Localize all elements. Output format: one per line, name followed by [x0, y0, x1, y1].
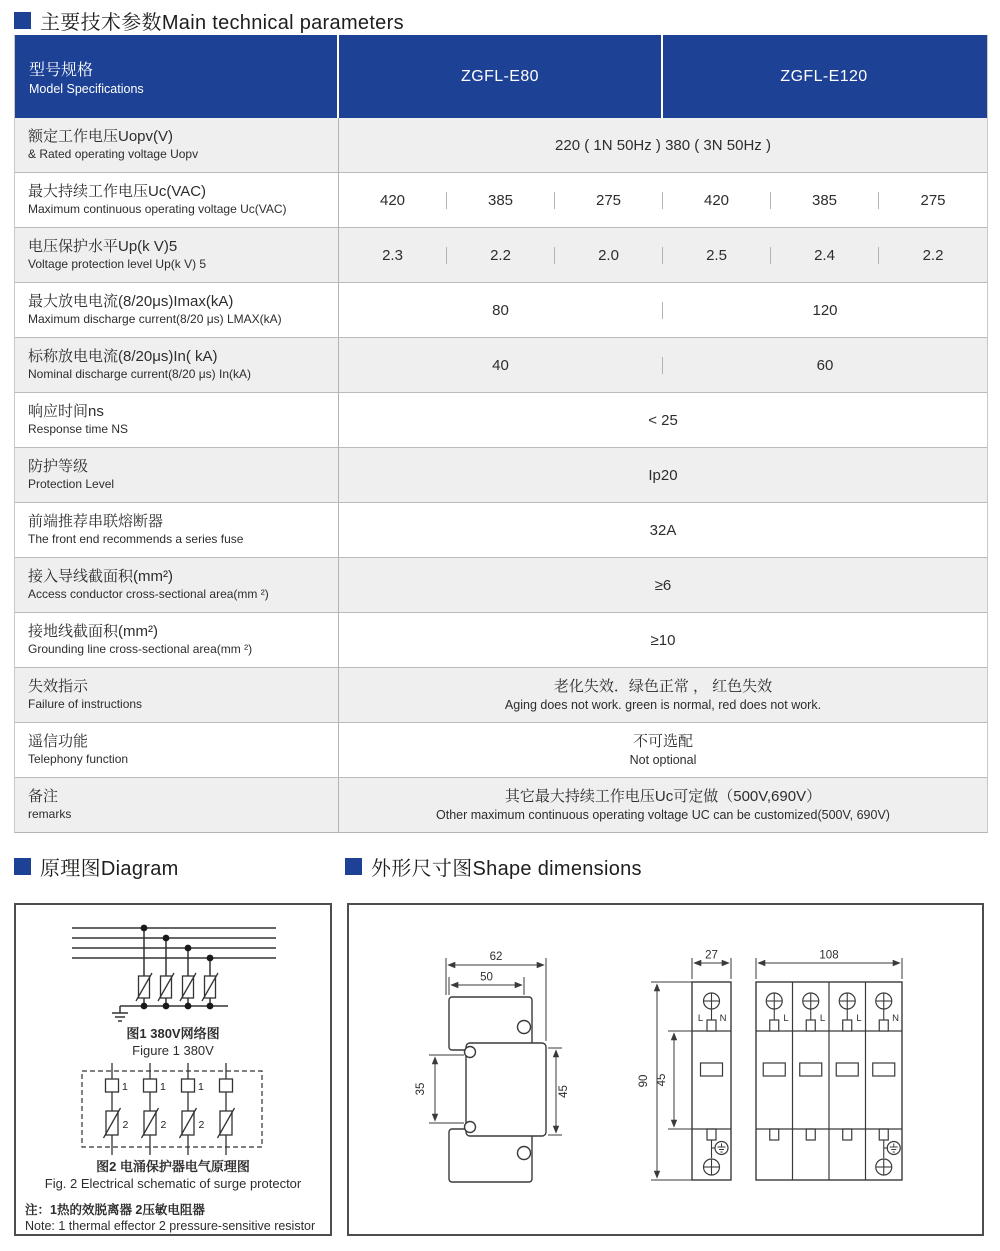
diagram-section-title [14, 852, 179, 881]
table-row-failure-indication [15, 667, 987, 722]
diagram-note [16, 1202, 330, 1235]
terminal-N-label: N [719, 1013, 727, 1024]
table-row-response-time [15, 392, 987, 447]
row-label [15, 558, 339, 612]
shape-title-en: Shape dimensions [472, 858, 642, 880]
terminal-L-label: L [697, 1013, 704, 1024]
table-row-nominal-discharge-current [15, 337, 987, 392]
row-label-en: Response time NS [28, 421, 129, 436]
dim-62-label: 62 [489, 951, 503, 963]
value-cell: 80 [339, 302, 663, 319]
value-cell: 2.0 [555, 247, 663, 264]
row-label [15, 503, 339, 557]
row-label [15, 283, 339, 337]
shape-title-cn: 外形尺寸图 [371, 858, 473, 880]
label-1: 1 [198, 1081, 204, 1094]
value-cell: 420 [663, 192, 771, 209]
row-label [15, 448, 339, 502]
figure1-caption [126, 1026, 219, 1059]
row-label-en: Voltage protection level Up(k V) 5 [28, 256, 207, 271]
value-cell: 2.2 [922, 246, 944, 264]
terminal-L-label: L [819, 1013, 826, 1024]
row-label-cn: 备注 [28, 788, 59, 806]
label-2: 2 [160, 1119, 167, 1132]
value-cell: 2.4 [771, 247, 879, 264]
front-view-dimension-lines [651, 958, 902, 1180]
row-label-en: Access conductor cross-sectional area(mm ²) [28, 586, 269, 601]
front-view-four-module [756, 982, 902, 1180]
figure2-caption-en: Fig. 2 Electrical schematic of surge protector [44, 1175, 302, 1191]
row-label-cn: 接地线截面积(mm²) [28, 623, 158, 641]
diagram-title-text [40, 852, 179, 881]
row-label-cn: 前端推荐串联熔断器 [28, 513, 164, 531]
table-row-access-conductor-area [15, 557, 987, 612]
figure1-380v-network-drawing [24, 914, 322, 1026]
row-label [15, 338, 339, 392]
row-label-cn: 响应时间ns [28, 403, 104, 421]
row-value [339, 668, 987, 722]
header-label-cn: 型号规格 [29, 62, 94, 79]
terminal-L-label: L [856, 1013, 862, 1024]
row-values [339, 338, 987, 392]
row-label-en: & Rated operating voltage Uopv [28, 146, 199, 161]
blue-square-bullet-icon [14, 858, 31, 875]
terminal-L-label: L [783, 1013, 789, 1024]
dim-45-front-label: 45 [656, 1073, 668, 1087]
row-value: ≥6 [654, 576, 672, 594]
value-cell: 2.2 [447, 247, 555, 264]
label-1: 1 [122, 1081, 128, 1094]
row-value-en: Aging does not work. green is normal, red does not work. [504, 697, 822, 712]
row-label-en: Protection Level [28, 476, 115, 491]
header-model-zgfl-e80: ZGFL-E80 [339, 35, 663, 118]
row-values [339, 228, 987, 282]
main-title-en: Main technical parameters [161, 12, 404, 34]
blue-square-bullet-icon [14, 12, 31, 29]
figure1-caption-cn: 图1 380V网络图 [126, 1026, 220, 1041]
diagram-note-en: Note: 1 thermal effector 2 pressure-sensitive resistor [25, 1218, 316, 1233]
value-cell: 385 [771, 192, 879, 209]
row-label-cn: 失效指示 [28, 678, 89, 696]
front-view-single-module [692, 982, 731, 1180]
side-view-body [449, 997, 546, 1182]
diagram-title-en: Diagram [100, 858, 179, 880]
diagram-note-cn: 注：1热的效脱离器 2压敏电阻器 [25, 1202, 205, 1217]
varistor-symbols [136, 973, 218, 1001]
value-cell: 385 [447, 192, 555, 209]
row-label-en: Grounding line cross-sectional area(mm ²) [28, 641, 253, 656]
table-row-max-discharge-current [15, 282, 987, 337]
spec-table-header [15, 35, 987, 118]
row-label-cn: 标称放电电流(8/20μs)In( kA) [28, 348, 218, 366]
header-label-en: Model Specifications [29, 82, 144, 96]
row-value-cn: 其它最大持续工作电压Uc可定做（500V,690V） [504, 788, 822, 806]
figure1-caption-en: Figure 1 380V [132, 1042, 214, 1058]
row-label-en: Nominal discharge current(8/20 μs) In(kA) [28, 366, 251, 381]
row-label [15, 723, 339, 777]
dim-90-label: 90 [638, 1074, 650, 1088]
row-value: ≥10 [650, 631, 676, 649]
figure2-caption-cn: 图2 电涌保护器电气原理图 [96, 1159, 250, 1175]
main-section-title [14, 6, 404, 35]
diagram-box [14, 903, 332, 1236]
row-values [339, 283, 987, 337]
row-label-cn: 接入导线截面积(mm²) [28, 568, 173, 586]
spec-table-body [15, 118, 987, 832]
row-label-cn: 最大持续工作电压Uc(VAC) [28, 183, 207, 201]
row-label [15, 173, 339, 227]
row-label-en: The front end recommends a series fuse [28, 531, 244, 546]
row-value: 220 ( 1N 50Hz ) 380 ( 3N 50Hz ) [555, 136, 771, 154]
row-label-cn: 遥信功能 [28, 733, 89, 751]
row-values [339, 173, 987, 227]
row-value: Ip20 [648, 466, 678, 484]
row-value [339, 723, 987, 777]
figure2-schematic-drawing [24, 1063, 322, 1159]
diagram-title-cn: 原理图 [40, 858, 101, 880]
row-label-cn: 防护等级 [28, 458, 89, 476]
row-label-en: Maximum discharge current(8/20 μs) LMAX(kA) [28, 311, 282, 326]
label-2: 2 [122, 1119, 129, 1132]
row-value [339, 778, 987, 832]
figure2-caption [45, 1159, 302, 1192]
main-title-text [40, 6, 404, 35]
header-model-spec-cell [15, 35, 339, 118]
row-value-en: Not optional [629, 752, 697, 767]
table-row-remarks [15, 777, 987, 832]
row-label-en: Maximum continuous operating voltage Uc(VAC) [28, 201, 287, 216]
row-label-cn: 最大放电电流(8/20μs)Imax(kA) [28, 293, 234, 311]
dim-108-label: 108 [819, 949, 839, 962]
spec-table [14, 35, 988, 833]
ground-symbol-icon [112, 1013, 128, 1021]
row-value-cn: 不可选配 [632, 733, 693, 751]
branch-lines [112, 1063, 226, 1155]
value-cell: 2.5 [663, 247, 771, 264]
value-cell: 40 [339, 357, 663, 374]
value-cell: 275 [920, 191, 946, 209]
row-label-en: Failure of instructions [28, 696, 143, 711]
row-label [15, 118, 339, 172]
label-1: 1 [160, 1081, 166, 1094]
row-value: 32A [649, 521, 677, 539]
label-2: 2 [198, 1119, 205, 1132]
row-label-en: Telephony function [28, 751, 129, 766]
value-cell: 275 [555, 192, 663, 209]
table-row-protection-level [15, 447, 987, 502]
main-title-cn: 主要技术参数 [40, 12, 162, 34]
dim-50-label: 50 [480, 971, 493, 984]
terminal-labels [698, 1013, 899, 1024]
row-label-cn: 电压保护水平Up(k V)5 [28, 238, 178, 256]
row-label [15, 668, 339, 722]
bus-lines [72, 928, 276, 1013]
row-label [15, 228, 339, 282]
header-model-zgfl-e120: ZGFL-E120 [780, 67, 868, 85]
shape-title-text [371, 852, 642, 881]
table-row-max-continuous-voltage [15, 172, 987, 227]
row-value-cn: 老化失效．绿色正常 ， 红色失效 [553, 678, 773, 696]
table-row-rated-voltage [15, 118, 987, 172]
row-value: < 25 [648, 411, 678, 429]
shape-section-title [345, 852, 642, 881]
row-label-cn: 额定工作电压Uopv(V) [28, 128, 174, 146]
dim-27-label: 27 [705, 949, 718, 962]
terminal-N-label: N [892, 1013, 899, 1024]
value-cell: 60 [816, 356, 834, 374]
table-row-grounding-line-area [15, 612, 987, 667]
row-label-en: remarks [28, 806, 72, 821]
blue-square-bullet-icon [345, 858, 362, 875]
row-label [15, 613, 339, 667]
dim-35-label: 35 [415, 1082, 427, 1096]
value-cell: 2.3 [339, 247, 447, 264]
shape-dimensions-box [347, 903, 984, 1236]
shape-dimensions-drawing [349, 905, 982, 1234]
dim-45-side-label: 45 [558, 1085, 570, 1098]
row-label [15, 393, 339, 447]
value-cell: 120 [812, 301, 838, 319]
value-cell: 420 [339, 192, 447, 209]
table-row-telephony-function [15, 722, 987, 777]
row-label [15, 778, 339, 832]
table-row-series-fuse [15, 502, 987, 557]
table-row-voltage-protection-level [15, 227, 987, 282]
row-value-en: Other maximum continuous operating voltage UC can be customized(500V, 690V) [436, 807, 890, 822]
